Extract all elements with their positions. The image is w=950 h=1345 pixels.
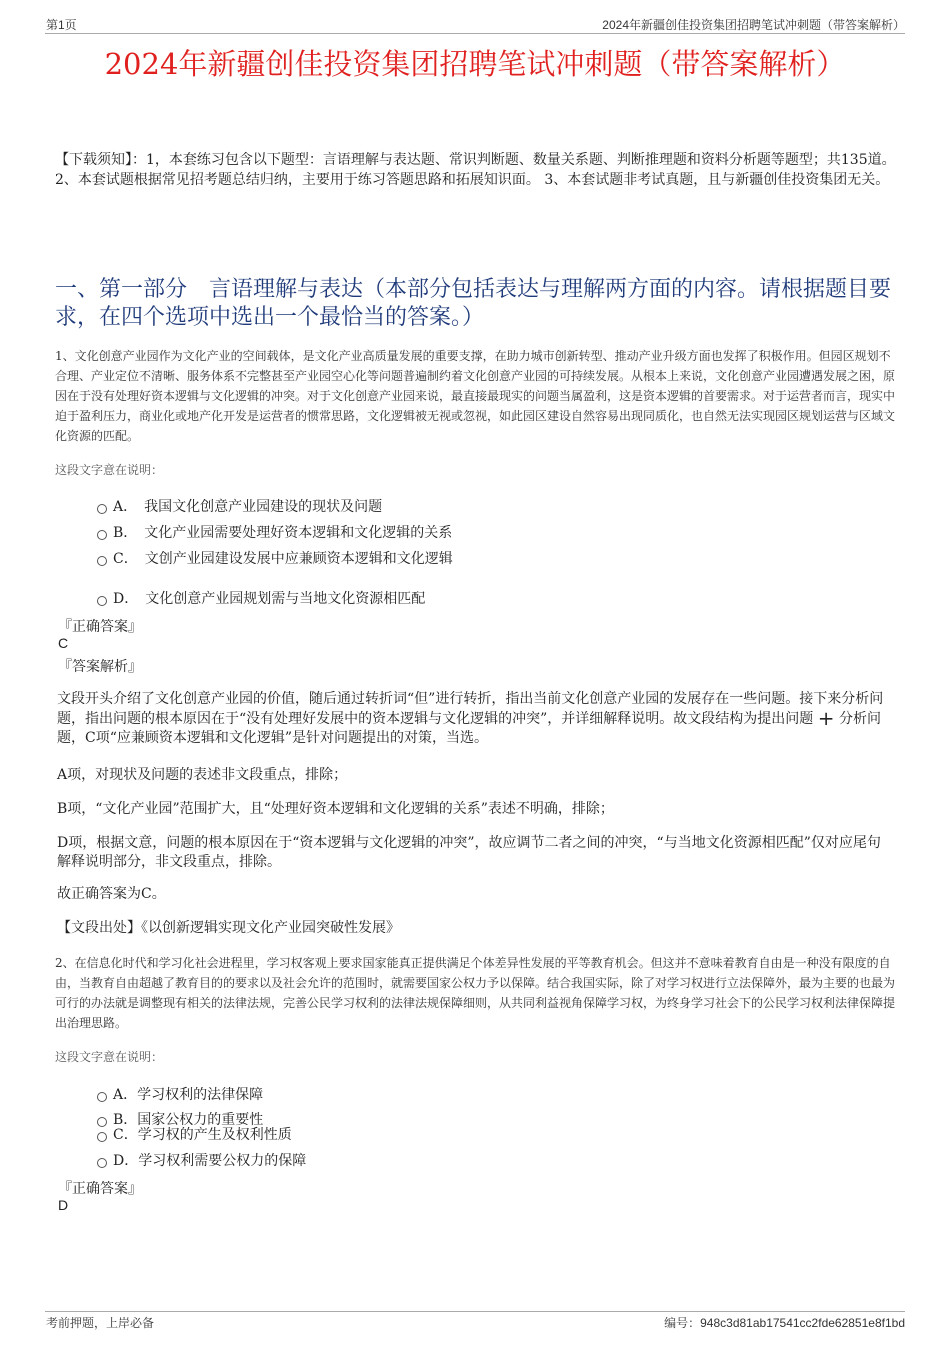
option-d[interactable] [97,1150,306,1170]
option-label: C．学习权的产生及权利性质 [113,1127,292,1143]
option-c[interactable] [97,1124,292,1144]
header-title: 2024年新疆创佳投资集团招聘笔试冲刺题（带答案解析） [602,18,905,32]
radio-icon[interactable] [97,1158,107,1168]
footer-divider [45,1311,905,1312]
option-b[interactable] [97,522,452,542]
radio-icon[interactable] [97,1132,107,1142]
radio-icon[interactable] [97,1092,107,1102]
option-b-note: B项，“文化产业园”范围扩大，且“处理好资本逻辑和文化逻辑的关系”表述不明确，排除； [57,801,614,817]
option-d[interactable] [97,588,425,608]
analysis-text [57,690,887,748]
option-a-note: A项，对现状及问题的表述非文段重点，排除； [57,767,348,783]
radio-icon[interactable] [97,556,107,566]
option-d-note: D项，根据文意，问题的根本原因在于“资本逻辑与文化逻辑的冲突”，故应调节二者之间的冲突，“与当地文化资源相匹配”仅对应尾句解释说明部分，非文段重点，排除。 [57,835,881,870]
option-label: B． 文化产业园需要处理好资本逻辑和文化逻辑的关系 [113,525,453,541]
analysis-label: 『答案解析』 [58,659,142,675]
document-title: 2024年新疆创佳投资集团招聘笔试冲刺题（带答案解析） [104,47,846,81]
id-label: 编号： [664,1316,701,1330]
radio-icon[interactable] [97,504,107,514]
footer-slogan: 考前押题，上岸必备 [46,1316,155,1330]
answer-value: C [58,635,69,651]
answer-label: 『正确答案』 [58,619,142,635]
answer-label: 『正确答案』 [58,1181,142,1197]
question-2-prompt: 这段文字意在说明： [55,1050,164,1064]
question-1-prompt: 这段文字意在说明： [55,463,164,477]
source: 【文段出处】《以创新逻辑实现文化产业园突破性发展》 [57,920,400,936]
option-c[interactable] [97,548,453,568]
download-notice: 【下载须知】：1，本套练习包含以下题型：言语理解与表达题、常识判断题、数量关系题、判断推理题和资料分析题等题型；共135道。 2、本套试题根据常见招考题总结归纳，主要用于练习答题思路和拓展知识面。 3、本套试题非考试真题，且与新疆创佳投资集团无关。 [55,152,896,188]
option-label: D．学习权利需要公权力的保障 [113,1153,307,1169]
radio-icon[interactable] [97,530,107,540]
option-label: C． 文创产业园建设发展中应兼顾资本逻辑和文化逻辑 [113,551,453,567]
option-label: B．国家公权力的重要性 [113,1112,264,1128]
option-label: A． 我国文化创意产业园建设的现状及问题 [113,499,383,515]
option-label: D． 文化创意产业园规划需与当地文化资源相匹配 [113,591,426,607]
plus-sign: + [817,706,835,730]
analysis-part: 文段开头介绍了文化创意产业园的价值，随后通过转折词“但”进行转折，指出当前文化创意产业园的发展存在一些问题。接下来分析问题，指出问题的根本原因在于“没有处理好发展中的资本逻辑与文化逻辑的冲突”，并详细解释说明。故文段结构为提出问题 [57,691,884,727]
question-1-text: 1、文化创意产业园作为文化产业的空间载体，是文化产业高质量发展的重要支撑，在助力城市创新转型、推动产业升级方面也发挥了积极作用。但园区规划不合理、产业定位不清晰、服务体系不完整甚至产业园空心化等问题普遍制约着文化创意产业园的可持续发展。从根本上来说，文化创意产业园遭遇发展之困，原因在于没有处理好资本逻辑与文化逻辑的冲突。对于文化创意产业园来说，最直接最现实的问题当属盈利，这是资本逻辑的首要需求。对于运营者而言，现实中迫于盈利压力，商业化或地产化开发是运营者的惯常思路，文化逻辑被无视或忽视，如此园区建设自然容易出现同质化，也自然无法实现园区规划运营与区域文化资源的匹配。 [55,349,896,443]
option-a[interactable] [97,496,382,516]
radio-icon[interactable] [97,596,107,606]
id-value: 948c3d81ab17541cc2fde62851e8f1bd [700,1316,905,1330]
header-divider [45,33,905,34]
document-id [664,1314,905,1331]
option-label: A．学习权利的法律保障 [113,1087,264,1103]
section-heading: 一、第一部分 言语理解与表达（本部分包括表达与理解两方面的内容。请根据题目要求，在四个选项中选出一个最恰当的答案。） [55,277,892,330]
analysis-part: 分析问题，C项“应兼顾资本逻辑和文化逻辑”是针对问题提出的对策，当选。 [57,711,881,746]
conclusion: 故正确答案为C。 [57,886,166,902]
question-2-text: 2、在信息化时代和学习化社会进程里，学习权客观上要求国家能真正提供满足个体差异性发展的平等教育机会。但这并不意味着教育自由是一种没有限度的自由，当教育自由超越了教育目的的要求以及社会允许的范围时，就需要国家公权力予以保障。结合我国实际，除了对学习权进行立法保障外，最为主要的也最为可行的办法就是调整现有相关的法律法规，完善公民学习权利的法律法规保障细则，从共同利益视角保障学习权，为终身学习社会下的公民学习权利法律保障提出治理思路。 [55,956,896,1030]
answer-value: D [58,1197,69,1213]
page-number: 第1页 [46,18,77,32]
option-a[interactable] [97,1084,263,1104]
